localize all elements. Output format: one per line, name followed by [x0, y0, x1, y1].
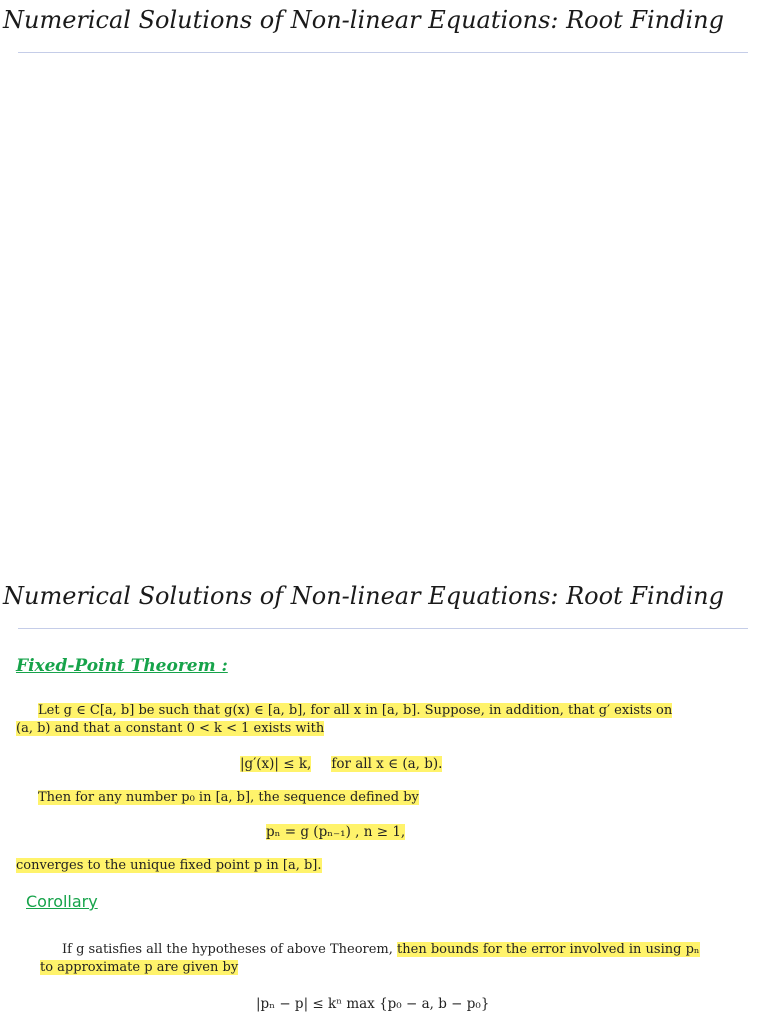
slide-title: Numerical Solutions of Non-linear Equations: Root Finding [2, 6, 724, 34]
equation-right: for all x ∈ (a, b). [331, 756, 443, 772]
highlighted-text: converges to the unique fixed point p in [a, b]. [16, 858, 322, 873]
slide-title: Numerical Solutions of Non-linear Equations: Root Finding [2, 582, 724, 610]
corollary-heading: Corollary [26, 892, 98, 911]
error-bound-equation: |pₙ − p| ≤ kⁿ max {p₀ − a, b − p₀} [256, 996, 490, 1012]
highlighted-text: Then for any number p₀ in [a, b], the sequence defined by [38, 790, 419, 805]
theorem-hypothesis [16, 702, 676, 738]
plain-text: If g satisfies all the hypotheses of above Theorem, [62, 942, 393, 957]
title-divider [18, 628, 748, 629]
convergence-statement [16, 858, 322, 873]
iteration-equation [266, 824, 405, 840]
highlighted-text: pₙ = g (pₙ₋₁) , n ≥ 1, [266, 824, 406, 840]
derivative-bound-equation [240, 756, 442, 772]
sequence-statement [38, 790, 419, 805]
title-divider [18, 52, 748, 53]
equation-left: |g′(x)| ≤ k, [240, 756, 312, 772]
highlighted-text: Let g ∈ C[a, b] be such that g(x) ∈ [a, b], for all x in [a, b]. Suppose, in addition, that g′ exists on (a, b) and that a constant 0 < k < 1 exists with [16, 703, 673, 736]
theorem-heading: Fixed-Point Theorem : [16, 656, 228, 676]
highlighted-text: then bounds for the error involved in using pₙ to approximate p are given by [40, 942, 700, 975]
slide-2 [0, 576, 768, 1024]
corollary-text [40, 941, 700, 977]
